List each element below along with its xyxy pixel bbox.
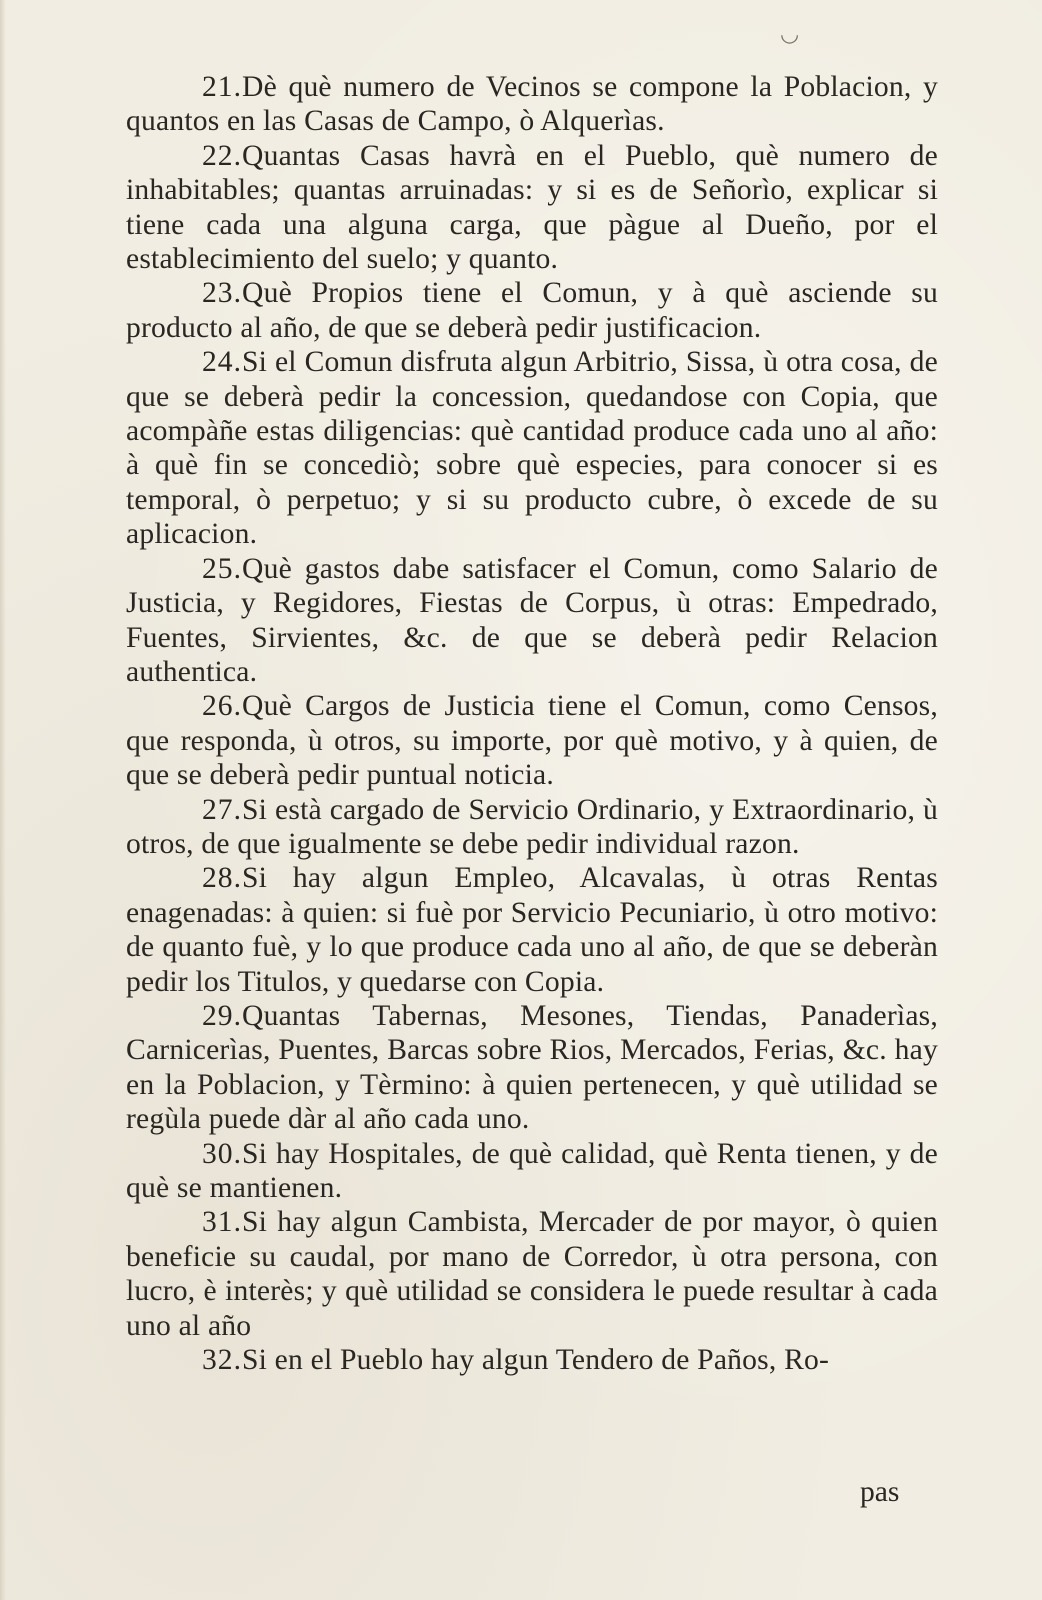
item-text: Si el Comun disfruta algun Arbitrio, Sissa, ù otra cosa, de que se deberà pedir la concession, quedandose con Copia, que acompàñe estas diligencias: què cantidad produce cada uno al año: à què fin se concediò; sobre què especies, para conocer si es temporal, ò perpetuo; y si su producto cubre, ò excede de su aplicacion.: [126, 346, 938, 551]
item-text: Quantas Tabernas, Mesones, Tiendas, Panaderìas, Carnicerìas, Puentes, Barcas sobre Rios, Mercados, Ferias, &c. hay en la Poblacion, y Tèrmino: à quien pertenecen, y què utilidad se regùla puede dàr al año cada uno.: [126, 999, 938, 1136]
item-text: Si hay Hospitales, de què calidad, què Renta tienen, y de què se mantienen.: [126, 1137, 938, 1204]
item-text: Què gastos dabe satisfacer el Comun, como Salario de Justicia, y Regidores, Fiestas de Corpus, ù otras: Empedrado, Fuentes, Sirvientes, &c. de que se deberà pedir Relacion authentica.: [126, 552, 938, 688]
questionnaire-text: [126, 70, 938, 1377]
item-number: 23.: [202, 277, 242, 310]
item-text: Si en el Pueblo hay algun Tendero de Paños, Ro-: [242, 1344, 830, 1377]
item-number: 27.: [202, 793, 242, 826]
item-text: Si hay algun Cambista, Mercader de por mayor, ò quien beneficie su caudal, por mano de Corredor, ù otra persona, con lucro, è interès; y què utilidad se considera le puede resultar à cada uno al año: [126, 1206, 938, 1342]
item-number: 31.: [202, 1206, 242, 1239]
item-number: 28.: [202, 862, 242, 895]
item-23: [126, 276, 938, 345]
item-21: [126, 70, 938, 139]
item-28: [126, 861, 938, 999]
item-text: Dè què numero de Vecinos se compone la Poblacion, y quantos en las Casas de Campo, ò Alquerìas.: [126, 71, 938, 138]
item-32: [126, 1343, 938, 1377]
item-number: 32.: [202, 1344, 242, 1377]
item-number: 29.: [202, 999, 242, 1032]
item-31: [126, 1205, 938, 1343]
item-24: [126, 345, 938, 551]
item-number: 22.: [202, 139, 242, 172]
item-text: Si hay algun Empleo, Alcavalas, ù otras Rentas enagenadas: à quien: si fuè por Servicio Pecuniario, ù otro motivo: de quanto fuè, y lo que produce cada uno al año, de que se deberàn pedir los Titulos, y quedarse con Copia.: [126, 862, 938, 998]
item-text: Què Cargos de Justicia tiene el Comun, como Censos, que responda, ù otros, su importe, por què motivo, y à quien, de que se deberà pedir puntual noticia.: [126, 690, 938, 792]
item-text: Si està cargado de Servicio Ordinario, y Extraordinario, ù otros, de que igualmente se debe pedir individual razon.: [126, 793, 938, 860]
item-text: Quantas Casas havrà en el Pueblo, què numero de inhabitables; quantas arruinadas: y si es de Señorìo, explicar si tiene cada una alguna carga, que pàgue al Dueño, por el establecimiento del suelo; y quanto.: [126, 139, 938, 276]
item-27: [126, 793, 938, 862]
page-mark: ◡: [780, 22, 800, 47]
item-text: Què Propios tiene el Comun, y à què asciende su producto al año, de que se deberà pedir justificacion.: [126, 277, 938, 344]
catchword: pas: [860, 1476, 900, 1508]
item-25: [126, 552, 938, 690]
item-number: 25.: [202, 552, 242, 585]
item-30: [126, 1137, 938, 1206]
item-29: [126, 999, 938, 1137]
item-number: 30.: [202, 1137, 242, 1170]
item-26: [126, 689, 938, 792]
item-number: 24.: [202, 346, 242, 379]
item-22: [126, 139, 938, 277]
item-number: 21.: [202, 71, 242, 103]
page-edge-shadow: [0, 0, 6, 1600]
item-number: 26.: [202, 690, 242, 723]
